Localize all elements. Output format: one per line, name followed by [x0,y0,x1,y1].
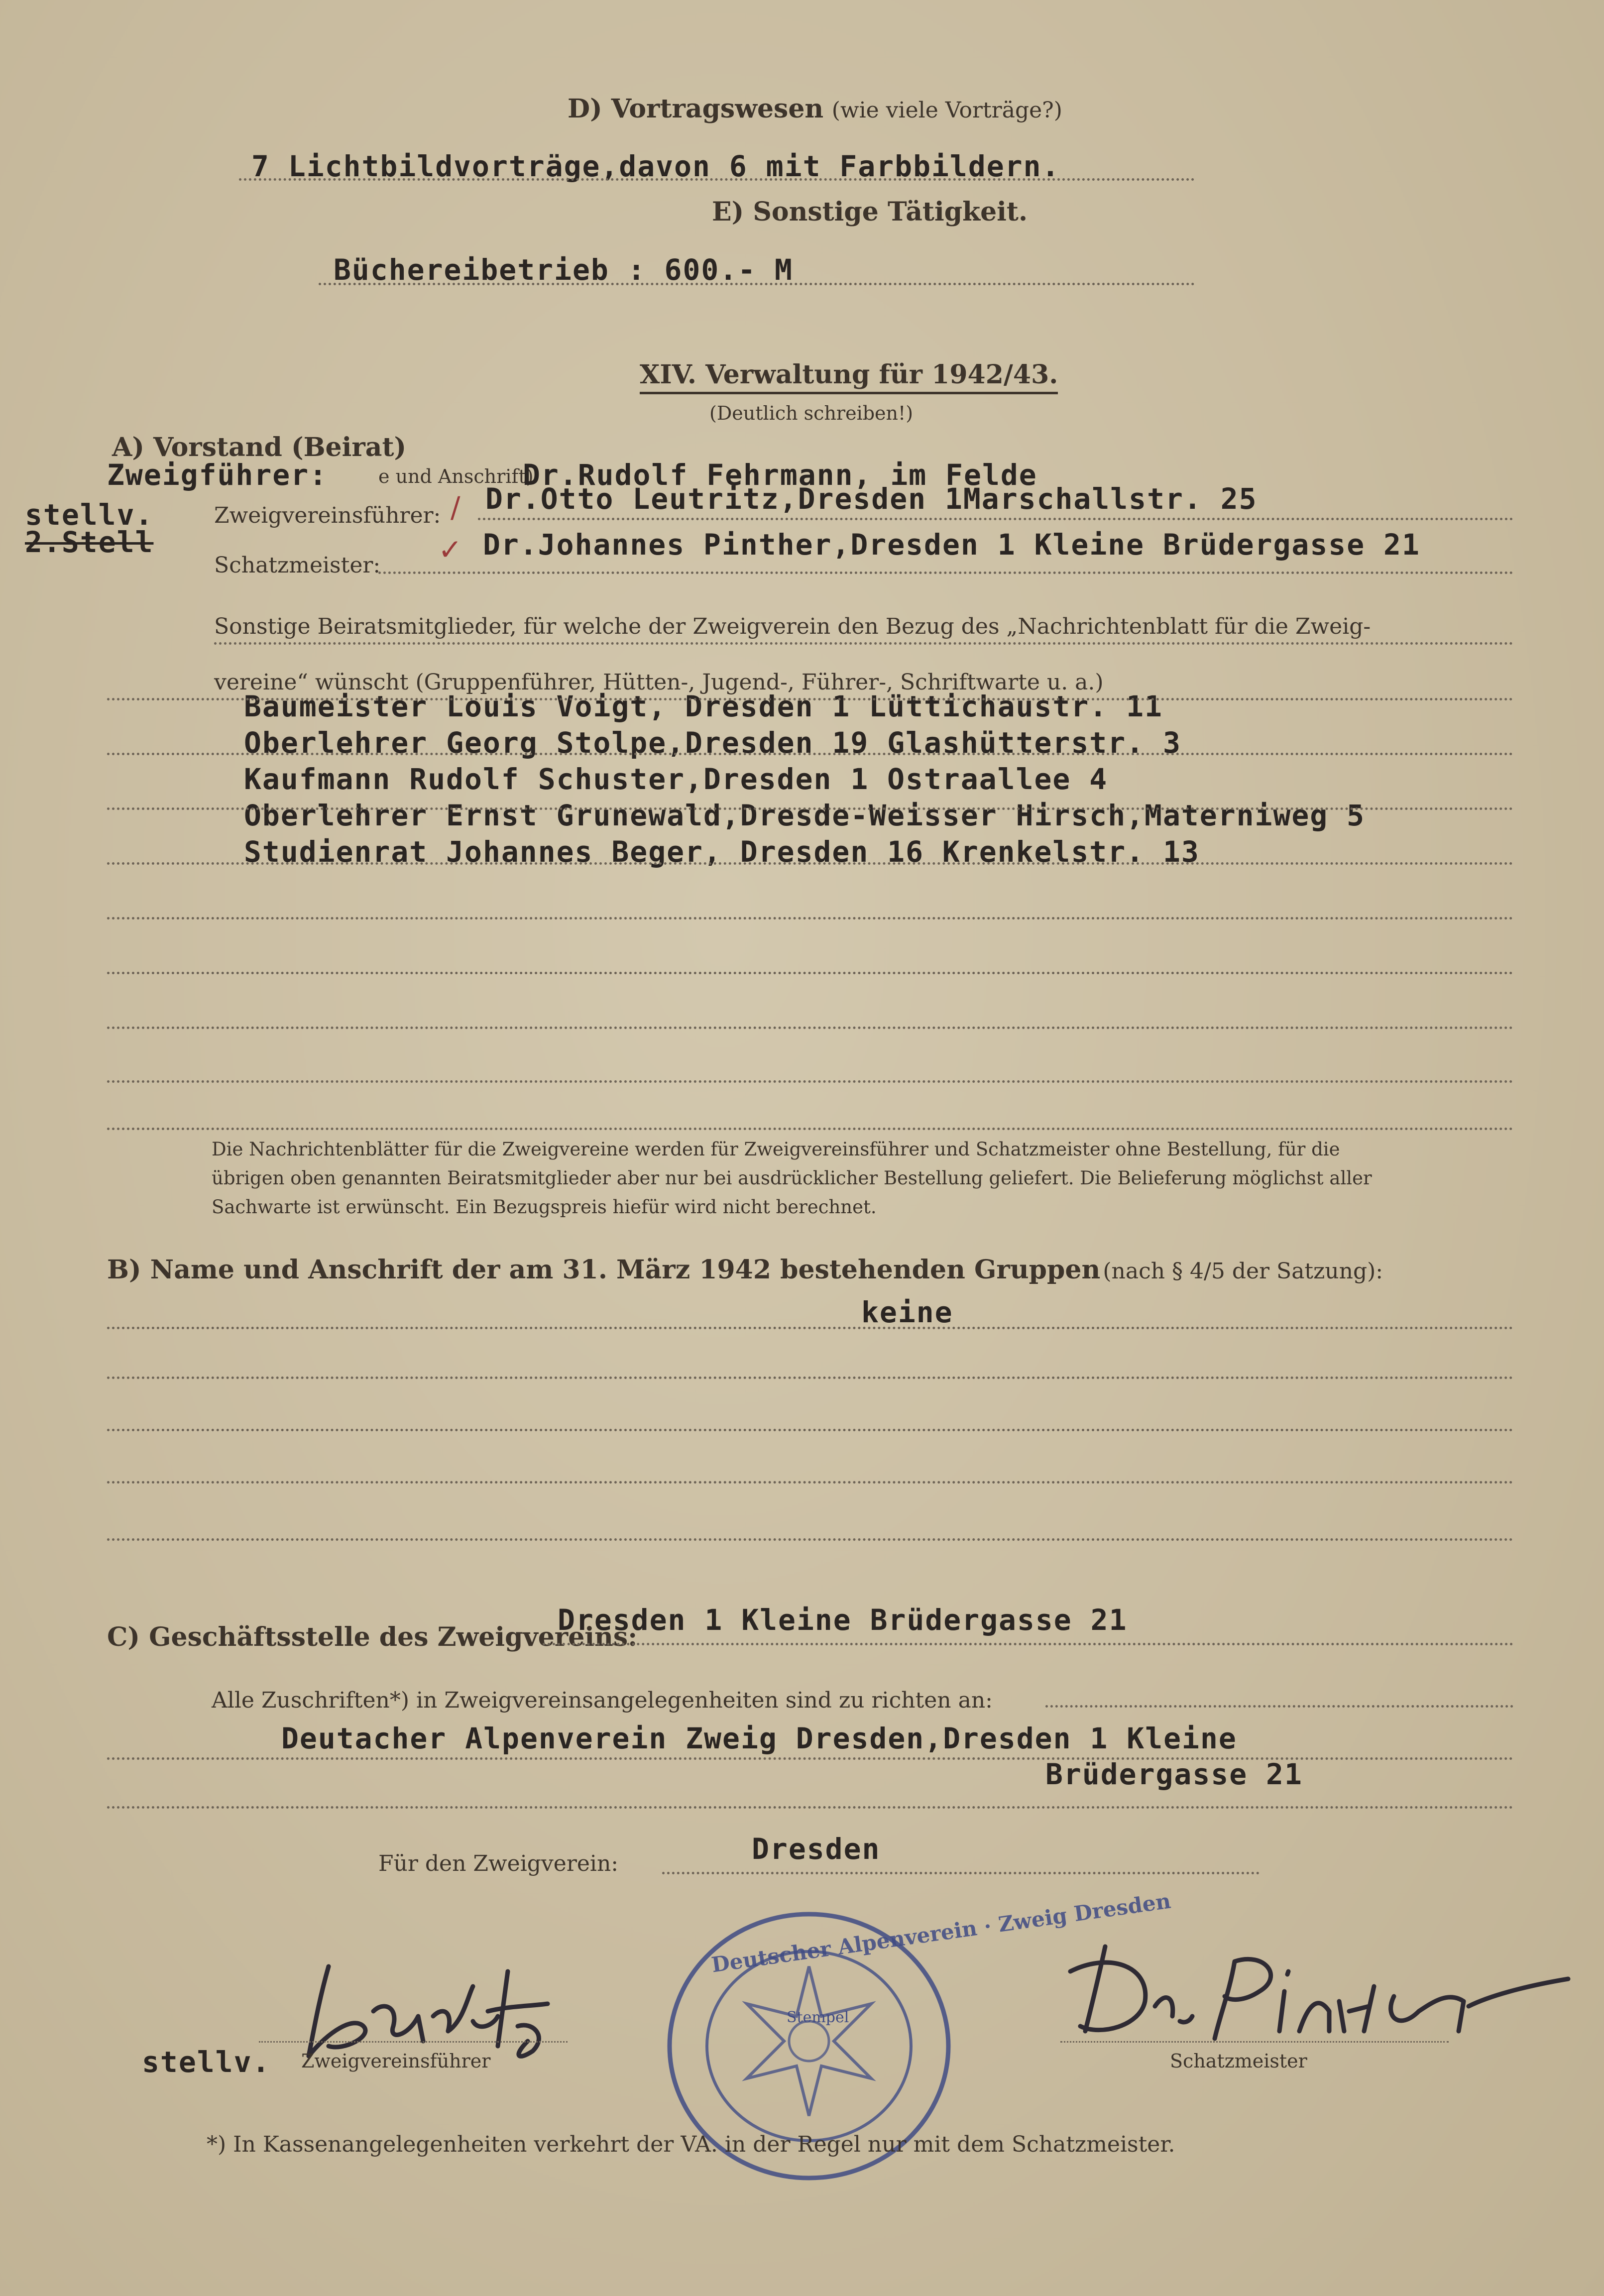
dotted-line [214,642,1513,645]
signature-right-caption: Schatzmeister [1170,2050,1307,2072]
row2-value: Dr.Otto Leutritz,Dresden 1Marschallstr. 25 [485,482,1258,516]
row1-typed-prefix: Zweigführer: [107,458,328,492]
dotted-line [107,1429,1513,1431]
stamp-caption: Stempel [787,2009,849,2026]
section-d-title: D) Vortragswesen [568,94,824,124]
section-c-label: C) Geschäftsstelle des Zweigvereins: [107,1622,638,1652]
dotted-line [107,1538,1513,1541]
dotted-line [107,1377,1513,1379]
correspondence-line-2: Brüdergasse 21 [1045,1757,1303,1791]
member-3: Kaufmann Rudolf Schuster,Dresden 1 Ostraallee 4 [244,762,1108,796]
member-4: Oberlehrer Ernst Grunewald,Dresde-Weisser Hirsch,Materniweg 5 [244,799,1366,832]
dotted-line [319,283,1195,285]
stamp-ring-text: Deutscher Alpenverein · Zweig Dresden [710,1888,1172,1977]
section-d-label [568,94,1062,124]
signature-line [1060,2041,1449,2043]
dotted-line [107,698,1513,700]
dotted-line [107,1080,1513,1083]
section-b-hint: (nach § 4/5 der Satzung): [1103,1259,1383,1284]
correspondence-label: Alle Zuschriften*) in Zweigvereinsangelegenheiten sind zu richten an: [212,1688,993,1713]
section-d-answer: 7 Lichtbildvorträge,davon 6 mit Farbbildern. [251,149,1060,183]
section-b-answer: keine [861,1295,953,1329]
row2-label: Zweigvereinsführer: [214,503,441,528]
for-branch-label: Für den Zweigverein: [378,1851,619,1876]
dotted-line [107,862,1513,865]
row1-printed-tail: e und Anschrift) [378,465,534,487]
dotted-line [107,1327,1513,1329]
row1-value: Dr.Rudolf Fehrmann, im Felde [523,458,1037,492]
dotted-line [543,1643,1513,1645]
dotted-line [107,917,1513,919]
section-b-title: B) Name und Anschrift der am 31. März 1942 bestehenden Gruppen [107,1255,1101,1285]
section-a-note [212,1135,1471,1222]
dotted-line [239,178,1195,181]
note-line-1: Die Nachrichtenblätter für die Zweigvereine werden für Zweigvereinsführer und Schatzmeister ohne Bestellung, für die [212,1139,1340,1160]
section-xiv-title: XIV. Verwaltung für 1942/43. [640,359,1058,394]
signature-line [259,2041,568,2043]
note-line-2: übrigen oben genannten Beiratsmitglieder aber nur bei ausdrücklicher Bestellung geliefert. Die Belieferung möglichst aller [212,1167,1372,1189]
dotted-line [1045,1705,1513,1708]
for-branch-value: Dresden [752,1832,881,1866]
dotted-line [107,753,1513,755]
other-members-text-2: vereine“ wünscht (Gruppenführer, Hütten-, Jugend-, Führer-, Schriftwarte u. a.) [214,670,1104,695]
dotted-line [107,972,1513,974]
section-xiv-subtitle: (Deutlich schreiben!) [709,402,914,424]
dotted-line [107,1806,1513,1809]
section-c-value: Dresden 1 Kleine Brüdergasse 21 [558,1603,1128,1637]
row3-label: Schatzmeister: [214,553,381,578]
member-2: Oberlehrer Georg Stolpe,Dresden 19 Glashütterstr. 3 [244,726,1181,760]
row3-struck-prefix: 2.Stell [25,525,154,559]
section-e-label: E) Sonstige Tätigkeit. [712,197,1028,227]
dotted-line [478,518,1513,520]
check-mark-icon: / [451,490,460,524]
row2-prefix: stellv. [25,498,154,532]
footnote: *) In Kassenangelegenheiten verkehrt der VA. in der Regel nur mit dem Schatzmeister. [207,2132,1175,2157]
dotted-line [107,807,1513,810]
dotted-line [107,1027,1513,1029]
check-mark-icon: ✓ [438,533,462,567]
member-1: Baumeister Louis Voigt, Dresden 1 Lüttichaustr. 11 [244,689,1163,723]
signature-left-prefix: stellv. [142,2045,271,2079]
member-5: Studienrat Johannes Beger, Dresden 16 Krenkelstr. 13 [244,835,1200,869]
dotted-line [107,1481,1513,1484]
note-line-3: Sachwarte ist erwünscht. Ein Bezugspreis hiefür wird nicht berechnet. [212,1196,877,1218]
row3-value: Dr.Johannes Pinther,Dresden 1 Kleine Brüdergasse 21 [483,528,1420,562]
dotted-line [107,1128,1513,1130]
dotted-line [378,572,1513,574]
section-a-label: A) Vorstand (Beirat) [112,432,407,462]
section-b-label-row [107,1255,1383,1285]
signature-pinther [1050,1932,1578,2046]
other-members-text-1: Sonstige Beiratsmitglieder, für welche der Zweigverein den Bezug des „Nachrichtenblatt für die Zweig- [214,614,1371,639]
correspondence-line-1: Deutacher Alpenverein Zweig Dresden,Dresden 1 Kleine [281,1722,1237,1755]
section-e-answer: Büchereibetrieb : 600.- M [334,253,793,287]
signature-left-caption: Zweigvereinsführer [301,2050,491,2072]
section-d-hint: (wie viele Vorträge?) [831,98,1062,123]
signature-leutritz [299,1956,568,2066]
dotted-line [662,1872,1260,1874]
